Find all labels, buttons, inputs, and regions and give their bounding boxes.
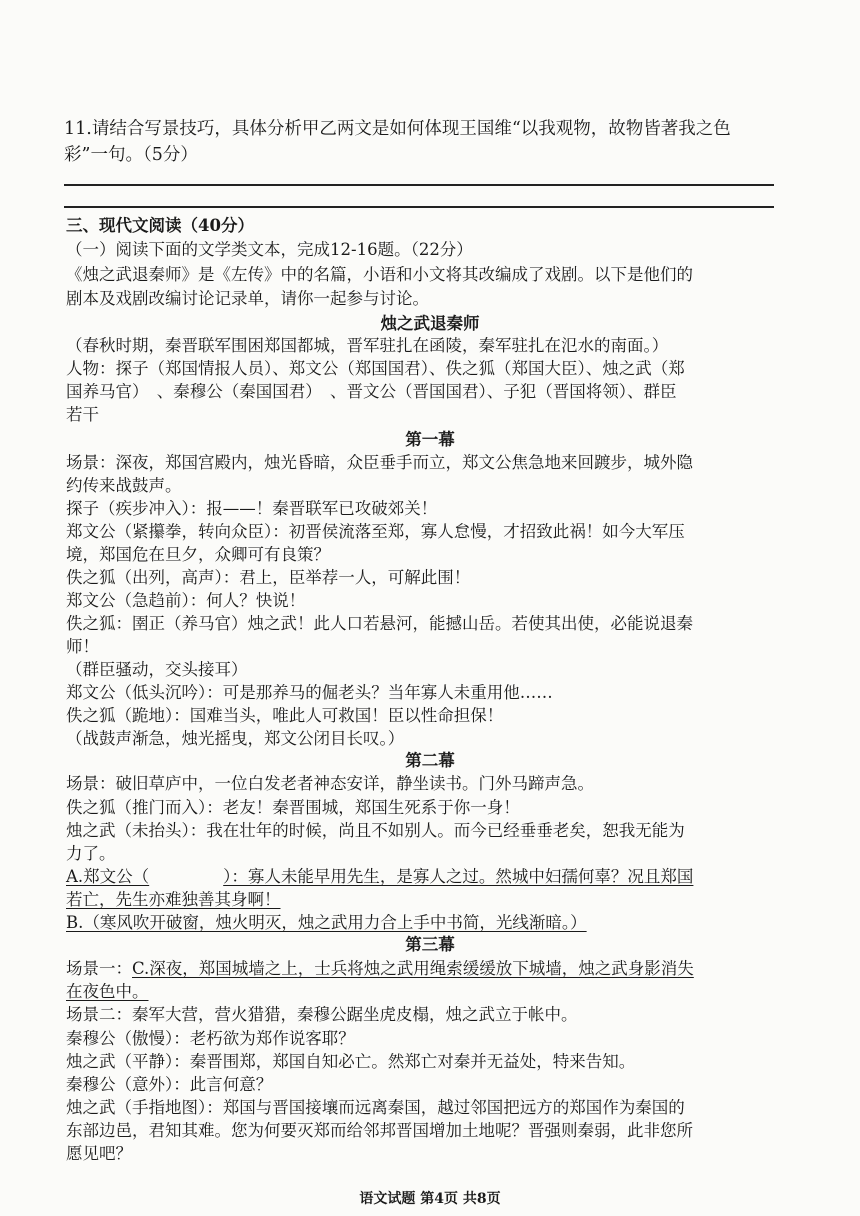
act-3-line: 烛之武（手指地图）：郑国与晋国接壤而远离秦国，越过邻国把远方的郑国作为秦国的 xyxy=(66,1098,685,1117)
act-2-line: 佚之狐（推门而入）：老友！秦晋围城，郑国生死系于你一身！ xyxy=(66,798,520,817)
act-3-line: 东部边邑，君知其难。您为何要灭郑而给邻邦晋国增加土地呢？晋强则秦弱，此非您所 xyxy=(66,1121,693,1140)
act-1-title: 第一幕 xyxy=(405,430,455,449)
question-11-line-1: 11.请结合写景技巧，具体分析甲乙两文是如何体现王国维“以我观物，故物皆著我之色 xyxy=(64,119,731,139)
act-3-line: 愿见吧？ xyxy=(66,1144,132,1163)
answer-line-1 xyxy=(64,184,774,186)
act-1-scene-line-2: 约传来战鼓声。 xyxy=(66,476,182,495)
act-2-line: 烛之武（未抬头）：我在壮年的时候，尚且不如别人。而今已经垂垂老矣，恕我无能为 xyxy=(66,821,685,840)
act-2-scene: 场景：破旧草庐中，一位白发老者神态安详，静坐读书。门外马蹄声急。 xyxy=(66,774,594,793)
line-a-prefix: A.郑文公（ xyxy=(66,867,150,886)
act-3-scene-1-cont: 在夜色中。 xyxy=(66,982,149,1001)
act-1-line: 郑文公（低头沉吟）：可是那养马的倔老头？当年寡人未重用他…… xyxy=(66,683,553,702)
intro-line-1: 《烛之武退秦师》是《左传》中的名篇，小语和小文将其改编成了戏剧。以下是他们的 xyxy=(66,265,693,284)
act-1-line: 佚之狐（出列，高声）：君上，臣举荐一人，可解此围！ xyxy=(66,568,471,587)
question-11-line-2: 彩”一句。（5分） xyxy=(64,145,198,165)
act-2-line: 力了。 xyxy=(66,844,116,863)
act-3-scene-1 xyxy=(66,958,694,980)
play-setting: （春秋时期，秦晋联军围困郑国都城，晋军驻扎在函陵，秦军驻扎在氾水的南面。） xyxy=(66,336,669,355)
act-1-line: 郑文公（急趋前）：何人？快说！ xyxy=(66,591,306,610)
play-title: 烛之武退秦师 xyxy=(380,314,480,333)
scene-1-line-c: C.深夜，郑国城墙之上，士兵将烛之武用绳索缓缓放下城墙，烛之武身影消失 xyxy=(132,959,694,978)
line-a-suffix: ）：寡人未能早用先生，是寡人之过。然城中妇孺何辜？况且郑国 xyxy=(223,867,694,886)
act-1-scene-line-1: 场景：深夜，郑国宫殿内，烛光昏暗，众臣垂手而立，郑文公焦急地来回踱步，城外隐 xyxy=(66,453,693,472)
characters-line-1: 人物：探子（郑国情报人员）、郑文公（郑国国君）、佚之狐（郑国大臣）、烛之武（郑 xyxy=(66,359,685,378)
characters-line-3: 若干 xyxy=(66,405,99,424)
act-1-line: 境，郑国危在旦夕，众卿可有良策？ xyxy=(66,545,330,564)
act-2-line-a-cont: 若亡，先生亦难独善其身啊！ xyxy=(66,890,281,909)
act-2-title: 第二幕 xyxy=(405,751,455,770)
scene-1-label: 场景一： xyxy=(66,959,132,978)
characters-line-2: 国养马官） 、秦穆公（秦国国君） 、晋文公（晋国国君）、子犯（晋国将领）、群臣 xyxy=(66,382,677,401)
act-1-stage-direction: （战鼓声渐急，烛光摇曳，郑文公闭目长叹。） xyxy=(66,729,405,748)
act-1-line: 佚之狐：圉正（养马官）烛之武！此人口若悬河，能撼山岳。若使其出使，必能说退秦 xyxy=(66,614,693,633)
act-3-line: 秦穆公（意外）：此言何意？ xyxy=(66,1075,273,1094)
section-3-title: 三、现代文阅读（40分） xyxy=(66,216,254,235)
act-1-line: 师！ xyxy=(66,637,99,656)
answer-line-2 xyxy=(64,206,774,208)
act-1-line: 佚之狐（跪地）：国难当头，唯此人可救国！臣以性命担保！ xyxy=(66,706,504,725)
act-2-line-b: B.（寒风吹开破窗，烛火明灭，烛之武用力合上手中书简，光线渐暗。） xyxy=(66,913,587,932)
intro-line-2: 剧本及戏剧改编讨论记录单，请你一起参与讨论。 xyxy=(66,289,429,308)
act-2-line-a xyxy=(66,866,693,888)
act-3-title: 第三幕 xyxy=(405,935,455,954)
act-3-line: 烛之武（平静）：秦晋围郑，郑国自知必亡。然郑亡对秦并无益处，特来告知。 xyxy=(66,1052,636,1071)
act-1-stage-direction: （群臣骚动，交头接耳） xyxy=(66,660,248,679)
act-3-line: 秦穆公（傲慢）：老朽欲为郑作说客耶？ xyxy=(66,1029,355,1048)
part-1-heading: （一）阅读下面的文学类文本，完成12-16题。（22分） xyxy=(66,240,473,259)
act-3-scene-2: 场景二：秦军大营，营火猎猎，秦穆公踞坐虎皮榻，烛之武立于帐中。 xyxy=(66,1005,578,1024)
page-footer: 语文试题 第4页 共8页 xyxy=(359,1191,501,1207)
act-1-line: 探子（疾步冲入）：报——！秦晋联军已攻破郊关！ xyxy=(66,499,438,518)
act-1-line: 郑文公（紧攥拳，转向众臣）：初晋侯流落至郑，寡人怠慢，才招致此祸！如今大军压 xyxy=(66,522,685,541)
